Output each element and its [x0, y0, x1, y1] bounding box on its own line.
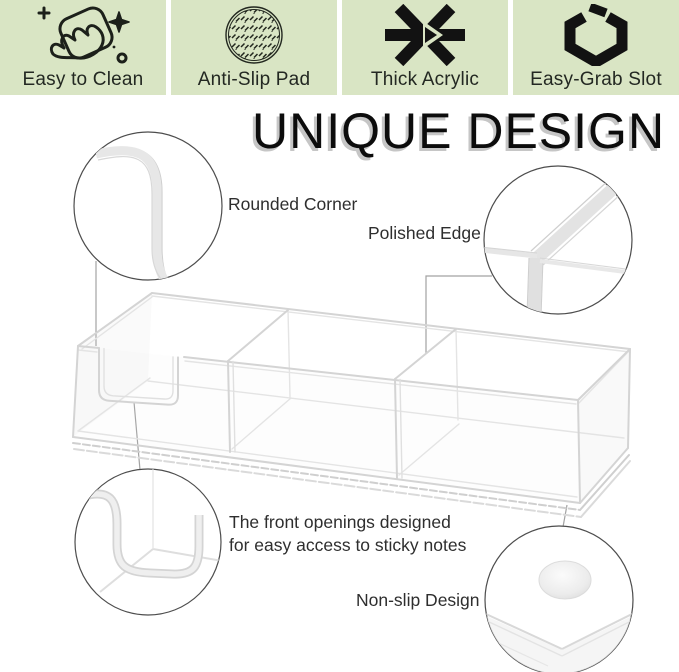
- feature-label: Thick Acrylic: [370, 69, 480, 90]
- non-slip-detail-circle: [485, 526, 636, 672]
- feature-label: Anti-Slip Pad: [197, 69, 311, 90]
- polished-edge-detail-circle: [480, 166, 633, 316]
- front-openings-line1: The front openings designed: [229, 512, 451, 532]
- page-title: UNIQUE DESIGN: [252, 103, 666, 159]
- non-slip-label: Non-slip Design: [356, 590, 480, 610]
- polished-edge-label: Polished Edge: [368, 223, 481, 243]
- rounded-corner-label: Rounded Corner: [228, 194, 358, 214]
- front-openings-label: [229, 511, 466, 557]
- front-opening-detail-circle: [75, 468, 228, 615]
- feature-label: Easy to Clean: [22, 69, 144, 90]
- front-openings-line2: for easy access to sticky notes: [229, 535, 467, 555]
- feature-label: Easy-Grab Slot: [530, 69, 662, 90]
